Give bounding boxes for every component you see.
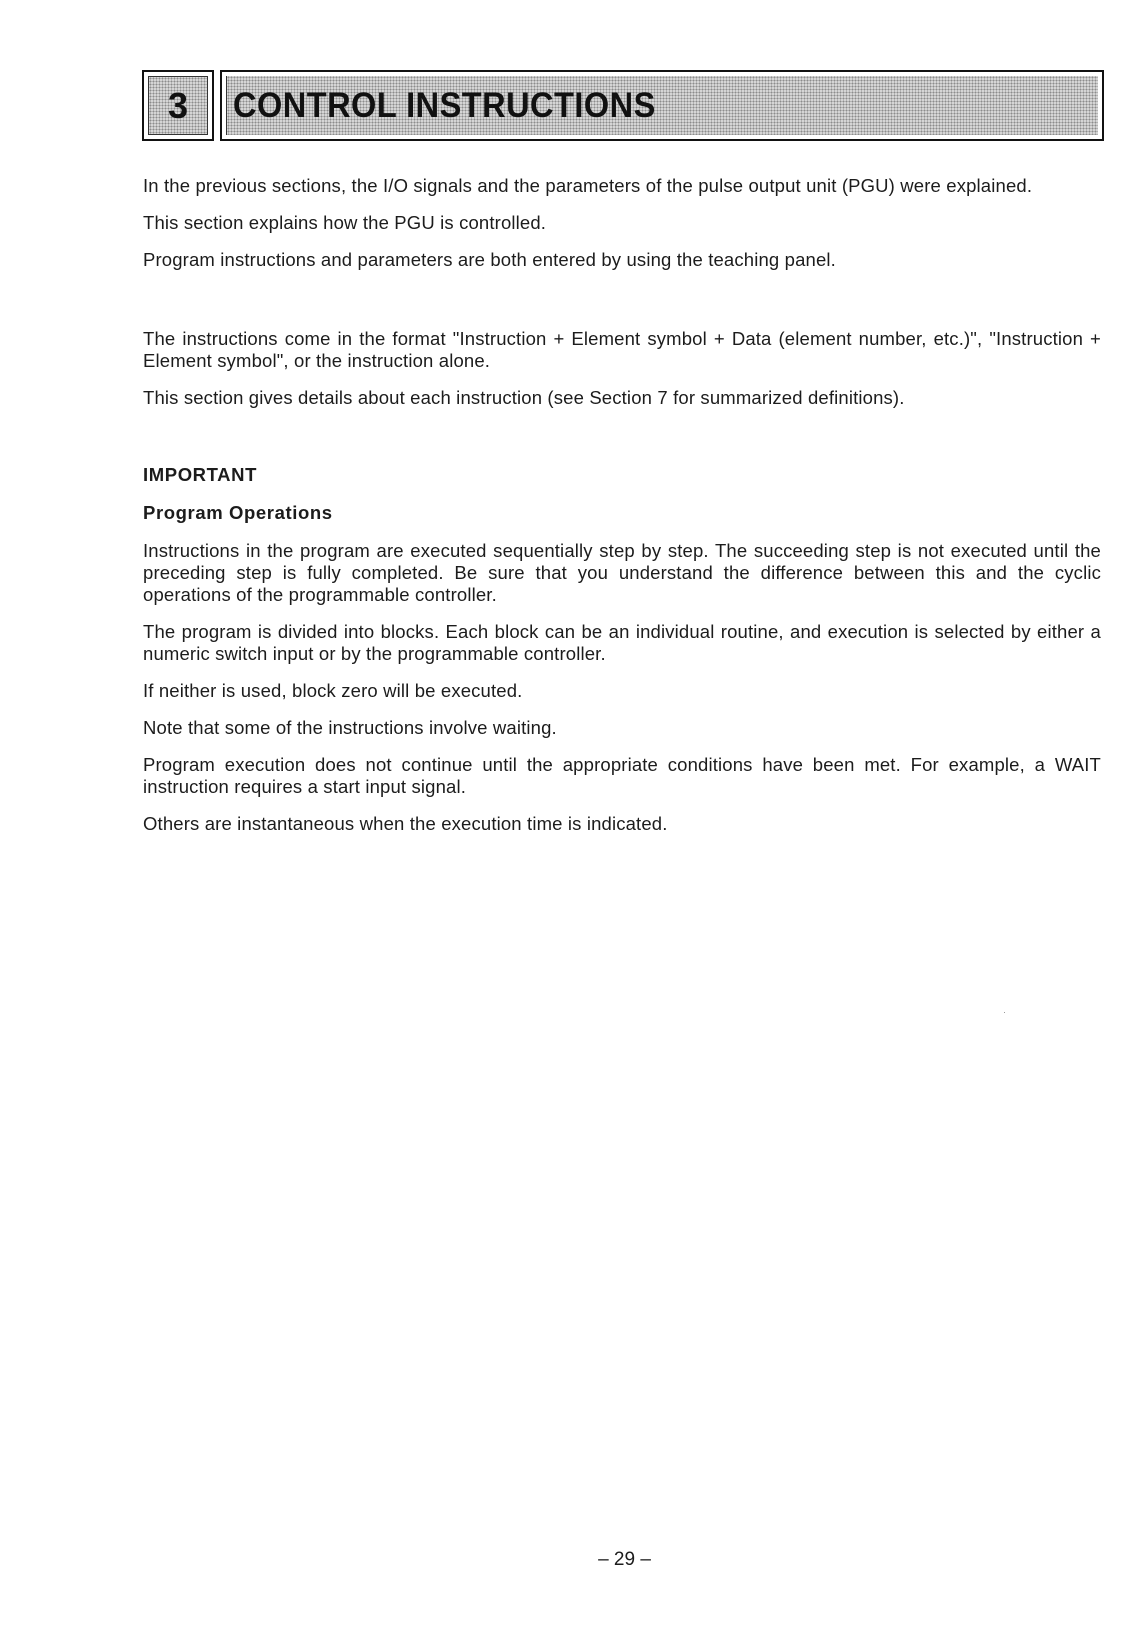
intro-paragraph-2: This section explains how the PGU is controlled. (143, 212, 547, 233)
important-paragraph-4: Note that some of the instructions involve waiting. (143, 717, 557, 738)
section-title-box (220, 70, 1104, 141)
page-number: – 29 – (598, 1549, 651, 1570)
important-paragraph-1: Instructions in the program are executed sequentially step by step. The succeeding step is not executed until the preceding step is fully completed. Be sure that you understand the difference between this and the cyclic operations of the programmable controller. (143, 540, 1101, 605)
important-paragraph-5: Program execution does not continue until the appropriate conditions have been met. For example, a WAIT instruction requires a start input signal. (143, 754, 1101, 797)
spacer (143, 286, 1101, 328)
scan-speck (1004, 1012, 1005, 1013)
format-paragraph-1: The instructions come in the format "Instruction + Element symbol + Data (element number, etc.)", "Instruction + Element symbol", or the instruction alone. (143, 328, 1101, 371)
body-text (143, 175, 1101, 850)
section-title: CONTROL INSTRUCTIONS (233, 85, 656, 125)
section-number: 3 (167, 84, 189, 126)
section-title-panel (226, 76, 1098, 135)
program-operations-heading: Program Operations (143, 502, 333, 523)
important-paragraph-6: Others are instantaneous when the execution time is indicated. (143, 813, 668, 834)
format-paragraph-2: This section gives details about each instruction (see Section 7 for summarized definitions). (143, 387, 905, 408)
important-paragraph-2: The program is divided into blocks. Each block can be an individual routine, and execution is selected by either a numeric switch input or by the programmable controller. (143, 621, 1101, 664)
intro-paragraph-3: Program instructions and parameters are both entered by using the teaching panel. (143, 249, 836, 270)
section-number-box (142, 70, 214, 141)
important-paragraph-3: If neither is used, block zero will be executed. (143, 680, 523, 701)
important-heading: IMPORTANT (143, 464, 257, 485)
section-heading-banner (142, 70, 1104, 145)
spacer (143, 424, 1101, 464)
intro-paragraph-1: In the previous sections, the I/O signals and the parameters of the pulse output unit (PGU) were explained. (143, 175, 1033, 196)
section-number-panel (148, 76, 208, 135)
